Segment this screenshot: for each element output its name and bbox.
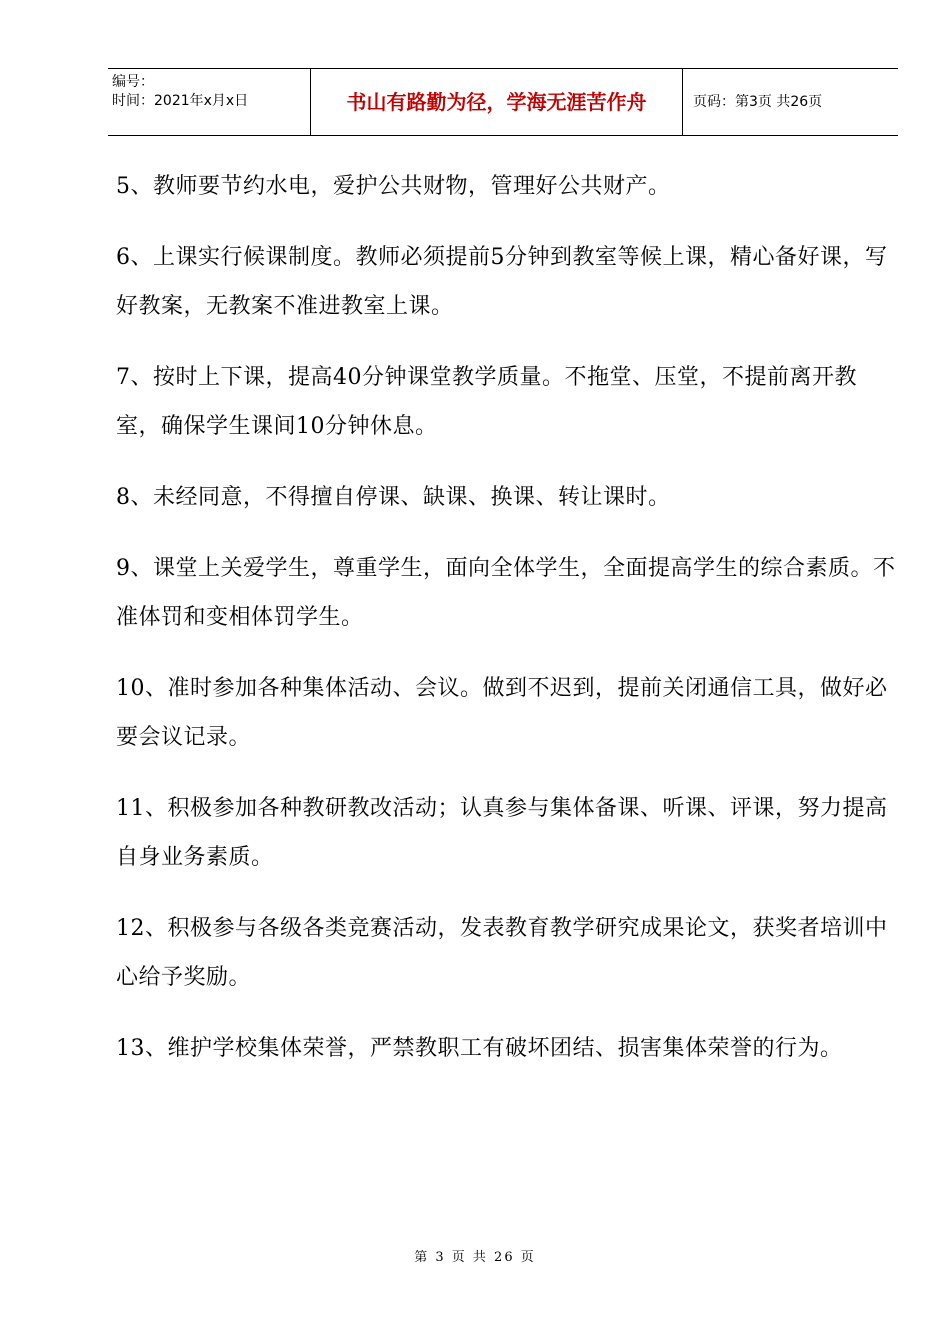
paragraph-13: 13、维护学校集体荣誉，严禁教职工有破坏团结、损害集体荣誉的行为。 — [116, 1036, 843, 1061]
paragraph-11: 11、积极参加各种教研教改活动；认真参与集体备课、听课、评课，努力提高自身业务素质。 — [116, 796, 888, 870]
paragraph-5: 5、教师要节约水电，爱护公共财物，管理好公共财产。 — [116, 174, 671, 199]
document-time-label: 时间：2021年x月x日 — [112, 93, 249, 109]
document-number-label: 编号： — [112, 74, 154, 90]
page-footer: 第 3 页 共 26 页 — [414, 1250, 536, 1265]
document-body — [116, 162, 896, 1095]
header-meta — [108, 69, 310, 135]
header-motto: 书山有路勤为径，学海无涯苦作舟 — [310, 69, 683, 135]
page-header — [108, 68, 898, 136]
paragraph-7: 7、按时上下课，提高40分钟课堂教学质量。不拖堂、压堂，不提前离开教室，确保学生课间10分钟休息。 — [116, 365, 857, 439]
paragraph-8: 8、未经同意，不得擅自停课、缺课、换课、转让课时。 — [116, 485, 671, 510]
paragraph-10: 10、准时参加各种集体活动、会议。做到不迟到，提前关闭通信工具，做好必要会议记录。 — [116, 676, 888, 750]
paragraph-12: 12、积极参与各级各类竞赛活动，发表教育教学研究成果论文，获奖者培训中心给予奖励。 — [116, 916, 888, 990]
paragraph-6: 6、上课实行候课制度。教师必须提前5分钟到教室等候上课，精心备好课，写好教案，无教案不准进教室上课。 — [116, 245, 888, 319]
header-page-info: 页码：第3页 共26页 — [693, 94, 823, 110]
paragraph-9: 9、课堂上关爱学生，尊重学生，面向全体学生，全面提高学生的综合素质。不准体罚和变相体罚学生。 — [116, 556, 896, 630]
